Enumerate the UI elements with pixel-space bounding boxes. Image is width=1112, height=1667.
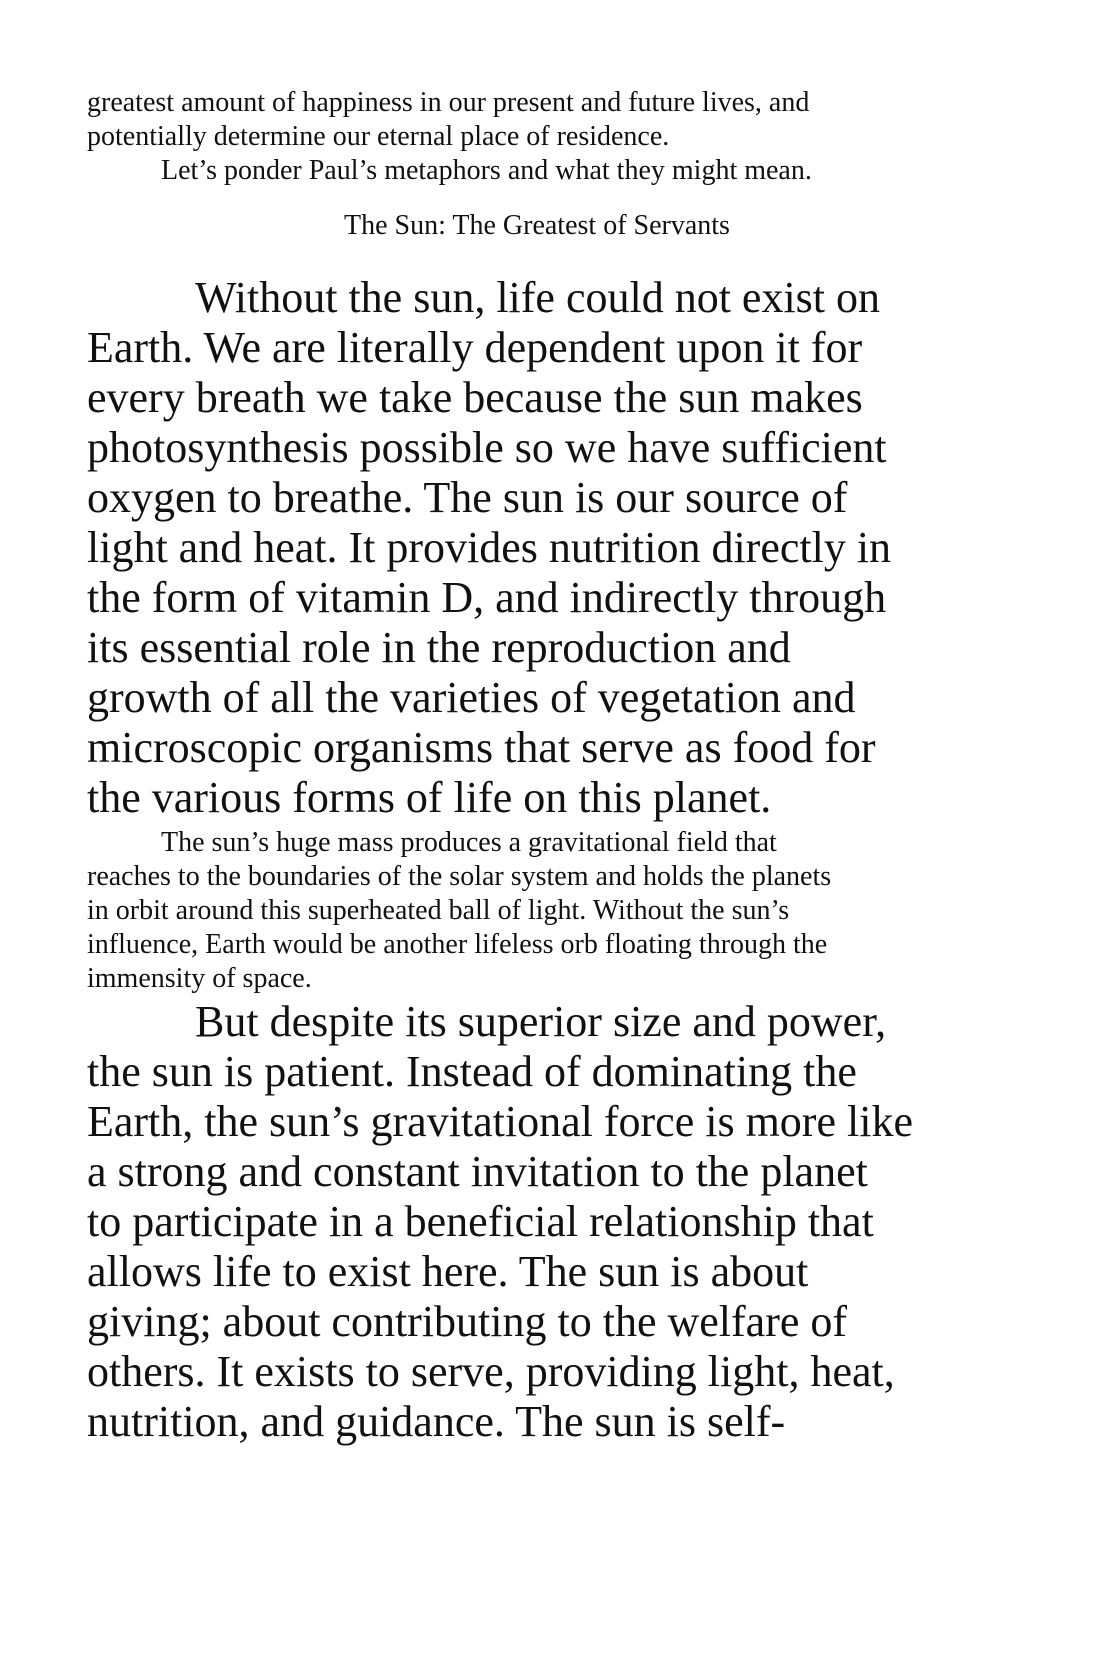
paragraph-line: But despite its superior size and power, <box>195 997 887 1046</box>
paragraph-line: Earth, the sun’s gravitational force is more like <box>87 1097 913 1146</box>
paragraph-line: to participate in a beneficial relationship that <box>87 1197 874 1246</box>
paragraph-line: the form of vitamin D, and indirectly through <box>87 573 887 622</box>
paragraph-line: allows life to exist here. The sun is about <box>87 1247 809 1296</box>
paragraph-line: light and heat. It provides nutrition directly in <box>87 523 892 572</box>
paragraph-line: influence, Earth would be another lifeless orb floating through the <box>87 929 828 960</box>
paragraph-line: in orbit around this superheated ball of light. Without the sun’s <box>87 895 790 926</box>
paragraph-line: oxygen to breathe. The sun is our source of <box>87 473 848 522</box>
paragraph-line: the sun is patient. Instead of dominating the <box>87 1047 857 1096</box>
paragraph-line: every breath we take because the sun makes <box>87 373 863 422</box>
paragraph-line: a strong and constant invitation to the planet <box>87 1147 868 1196</box>
intro-line: potentially determine our eternal place of residence. <box>87 121 670 152</box>
paragraph-line: The sun’s huge mass produces a gravitational field that <box>161 827 777 858</box>
intro-line: greatest amount of happiness in our present and future lives, and <box>87 87 810 118</box>
paragraph-line: reaches to the boundaries of the solar system and holds the planets <box>87 861 832 892</box>
section-heading: The Sun: The Greatest of Servants <box>344 210 730 241</box>
paragraph-line: others. It exists to serve, providing light, heat, <box>87 1347 895 1396</box>
intro-line: Let’s ponder Paul’s metaphors and what they might mean. <box>161 155 812 186</box>
paragraph-line: Without the sun, life could not exist on <box>195 273 881 322</box>
paragraph-line: nutrition, and guidance. The sun is self- <box>87 1397 786 1446</box>
paragraph-line: photosynthesis possible so we have sufficient <box>87 423 887 472</box>
paragraph-line: the various forms of life on this planet. <box>87 773 772 822</box>
paragraph-line: growth of all the varieties of vegetation and <box>87 673 856 722</box>
paragraph-line: Earth. We are literally dependent upon it for <box>87 323 863 372</box>
paragraph-line: microscopic organisms that serve as food for <box>87 723 876 772</box>
paragraph-line: immensity of space. <box>87 963 312 994</box>
paragraph-line: its essential role in the reproduction and <box>87 623 791 672</box>
paragraph-line: giving; about contributing to the welfare of <box>87 1297 848 1346</box>
